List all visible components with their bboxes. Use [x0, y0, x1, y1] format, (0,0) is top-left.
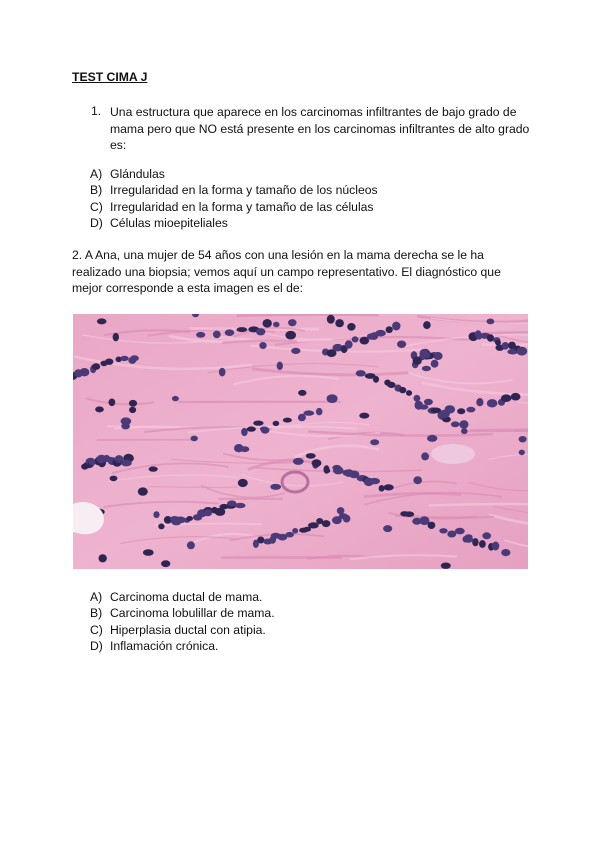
cell-nucleus	[397, 341, 406, 348]
cell-nucleus	[455, 528, 465, 535]
cell-nucleus	[270, 484, 281, 490]
cell-nucleus	[487, 399, 498, 407]
cell-nucleus	[187, 541, 195, 549]
cell-nucleus	[186, 516, 193, 521]
cell-nucleus	[519, 450, 525, 456]
cell-nucleus	[285, 331, 296, 340]
cell-nucleus	[95, 406, 104, 412]
cell-nucleus	[247, 426, 256, 431]
cell-nucleus	[298, 390, 306, 396]
cell-nucleus	[433, 352, 442, 360]
cell-nucleus	[457, 408, 465, 414]
cell-nucleus	[431, 360, 439, 368]
answer-option[interactable]	[90, 215, 378, 231]
cell-nucleus	[439, 528, 447, 533]
cell-nucleus	[121, 460, 132, 467]
cell-nucleus	[482, 532, 491, 539]
cell-nucleus	[501, 394, 512, 402]
cell-nucleus	[424, 352, 430, 358]
answer-option[interactable]	[90, 605, 275, 621]
cell-nucleus	[158, 524, 164, 530]
cell-nucleus	[445, 405, 456, 413]
cell-nucleus	[333, 467, 344, 475]
cell-nucleus	[517, 347, 528, 356]
option-text: Hiperplasia ductal con atipia.	[110, 622, 266, 637]
option-letter: D)	[90, 216, 103, 231]
cell-nucleus	[427, 435, 437, 442]
cell-nucleus	[345, 340, 353, 348]
cell-nucleus	[291, 348, 300, 354]
cell-nucleus	[260, 427, 268, 432]
cell-nucleus	[502, 342, 509, 350]
option-letter: B)	[90, 183, 103, 198]
option-letter: C)	[90, 199, 103, 214]
cell-nucleus	[347, 323, 355, 331]
cell-nucleus	[424, 399, 433, 405]
cell-nucleus	[138, 487, 148, 495]
cell-nucleus	[191, 436, 198, 442]
answer-option[interactable]	[90, 199, 378, 215]
option-letter: B)	[90, 606, 103, 621]
cell-nucleus	[387, 382, 395, 388]
cell-nucleus	[238, 479, 248, 487]
cell-nucleus	[370, 439, 379, 445]
cell-nucleus	[204, 509, 213, 516]
cell-nucleus	[383, 525, 392, 532]
cell-nucleus	[335, 319, 344, 327]
cell-nucleus	[213, 331, 221, 339]
cell-nucleus	[288, 319, 296, 326]
cell-nucleus	[172, 396, 179, 401]
cell-nucleus	[161, 560, 170, 567]
cell-nucleus	[461, 428, 468, 434]
answer-option[interactable]	[90, 166, 378, 182]
cell-nucleus	[259, 342, 266, 349]
cell-nucleus	[256, 328, 265, 335]
cell-nucleus	[373, 376, 379, 383]
cell-nucleus	[113, 333, 119, 341]
cell-nucleus	[519, 436, 527, 442]
cell-nucleus	[283, 418, 292, 423]
cell-nucleus	[428, 522, 436, 529]
cell-nucleus	[196, 332, 205, 338]
cell-nucleus	[406, 390, 412, 396]
question-2-text: 2. A Ana, una mujer de 54 años con una lesión en la mama derecha se le ha realizado una biopsia; vemos aquí un campo representativo. El diagnóstico que mejor corresponde a esta imagen es el de:	[72, 248, 501, 295]
question-1-number: 1.	[91, 104, 102, 118]
cell-nucleus	[359, 413, 369, 419]
answer-option[interactable]	[90, 589, 275, 605]
option-letter: D)	[90, 639, 103, 654]
cell-nucleus	[99, 554, 107, 562]
cell-nucleus	[257, 537, 264, 544]
cell-nucleus	[121, 423, 130, 429]
cell-nucleus	[312, 459, 322, 467]
cell-nucleus	[423, 321, 431, 329]
histology-image	[73, 314, 528, 569]
cell-nucleus	[237, 327, 248, 332]
option-letter: C)	[90, 622, 103, 637]
cell-nucleus	[464, 536, 474, 543]
cell-nucleus	[421, 452, 429, 460]
cell-nucleus	[419, 404, 428, 409]
page-title: TEST CIMA J	[72, 70, 148, 84]
cell-nucleus	[392, 322, 400, 331]
cell-nucleus	[413, 476, 422, 484]
cell-nucleus	[219, 368, 226, 377]
collagen-fiber	[429, 504, 528, 505]
cell-nucleus	[292, 528, 298, 534]
question-2-options	[90, 589, 275, 655]
cell-nucleus	[337, 507, 345, 514]
cell-nucleus	[143, 549, 154, 556]
cell-nucleus	[466, 407, 475, 413]
cell-nucleus	[386, 326, 393, 333]
cell-nucleus	[352, 336, 359, 342]
cell-nucleus	[492, 542, 499, 551]
cell-nucleus	[273, 322, 280, 327]
cell-nucleus	[129, 407, 136, 413]
cell-nucleus	[422, 366, 431, 371]
vessel-lumen	[431, 444, 475, 464]
cell-nucleus	[441, 563, 451, 569]
cell-nucleus	[293, 458, 304, 465]
cell-nucleus	[383, 484, 393, 490]
cell-nucleus	[263, 319, 272, 328]
cell-nucleus	[343, 515, 351, 523]
option-letter: A)	[90, 167, 103, 181]
cell-nucleus	[80, 368, 90, 376]
cell-nucleus	[399, 387, 406, 393]
answer-option[interactable]	[90, 638, 275, 654]
cell-nucleus	[459, 420, 468, 428]
cell-nucleus	[487, 319, 495, 325]
cell-nucleus	[285, 532, 294, 538]
option-text: Glándulas	[110, 167, 165, 181]
option-text: Irregularidad en la forma y tamaño de las células	[110, 199, 374, 214]
cell-nucleus	[277, 362, 283, 370]
cell-nucleus	[322, 520, 331, 527]
cell-nucleus	[109, 399, 116, 407]
option-text: Carcinoma lobulillar de mama.	[110, 606, 275, 621]
option-text: Inflamación crónica.	[110, 639, 219, 654]
cell-nucleus	[105, 359, 113, 365]
cell-nucleus	[316, 408, 323, 415]
cell-nucleus	[476, 398, 483, 406]
cell-nucleus	[130, 355, 139, 361]
cell-nucleus	[273, 421, 280, 426]
cell-nucleus	[369, 478, 380, 484]
cell-nucleus	[120, 356, 129, 361]
cell-nucleus	[97, 318, 107, 324]
cell-nucleus	[479, 540, 486, 548]
cell-nucleus	[149, 466, 158, 471]
cell-nucleus	[225, 329, 235, 336]
cell-nucleus	[511, 393, 521, 401]
cell-nucleus	[324, 468, 330, 473]
cell-nucleus	[110, 476, 118, 482]
cell-nucleus	[451, 421, 460, 427]
answer-option[interactable]	[90, 182, 378, 198]
cell-nucleus	[375, 330, 386, 337]
cell-nucleus	[235, 503, 246, 508]
cell-nucleus	[413, 357, 422, 365]
option-text: Células mioepiteliales	[110, 216, 228, 231]
cell-nucleus	[129, 400, 137, 407]
option-text: Carcinoma ductal de mama.	[110, 590, 263, 604]
option-letter: A)	[90, 590, 103, 604]
option-text: Irregularidad en la forma y tamaño de los núcleos	[110, 183, 378, 198]
cell-nucleus	[306, 453, 316, 459]
cell-nucleus	[501, 549, 510, 556]
question-1-text: Una estructura que aparece en los carcinomas infiltrantes de bajo grado de mama pero que NO está presente en los carcinomas infiltrantes de alto grado es:	[110, 105, 530, 152]
answer-option[interactable]	[90, 622, 275, 638]
cell-nucleus	[253, 421, 263, 426]
question-1-options	[90, 166, 378, 232]
cell-nucleus	[356, 370, 366, 376]
cell-nucleus	[303, 410, 314, 415]
cell-nucleus	[404, 511, 414, 517]
cell-nucleus	[153, 511, 159, 518]
collagen-fiber	[237, 314, 379, 315]
cell-nucleus	[327, 315, 335, 324]
cell-nucleus	[92, 363, 100, 370]
cell-nucleus	[234, 444, 244, 452]
histology-micrograph	[73, 314, 528, 569]
cell-nucleus	[327, 394, 338, 403]
